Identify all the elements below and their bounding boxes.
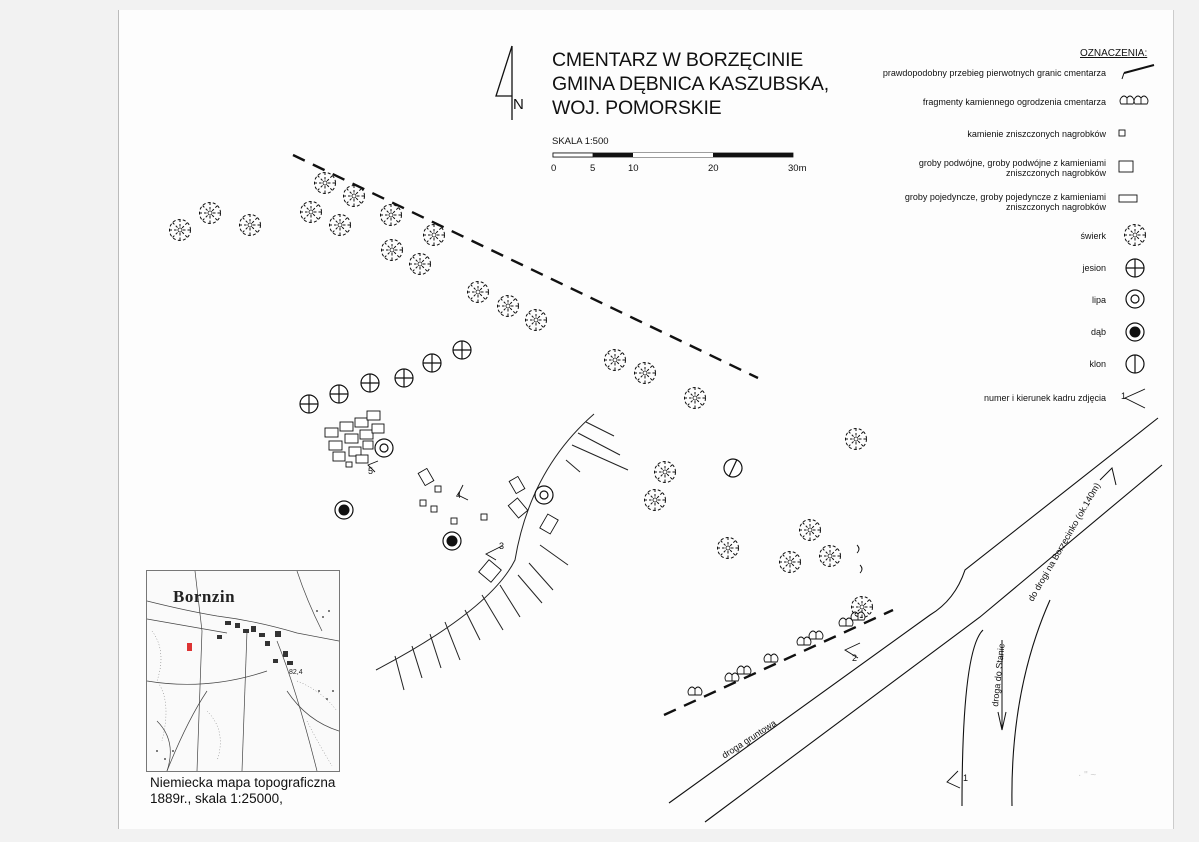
scale-tick-5: 5 — [590, 163, 596, 174]
photo-markers — [368, 461, 960, 788]
legend-item-oak: dąb — [1090, 327, 1106, 337]
title-line-3: WOJ. POMORSKIE — [552, 97, 722, 119]
legend-item-boundary: prawdopodobny przebieg pierwotnych granic cmentarza — [882, 68, 1106, 78]
inset-place-name: Bornzin — [173, 587, 236, 606]
historical-map-inset — [146, 570, 340, 772]
legend-item-photo: numer i kierunek kadru zdjęcia — [983, 393, 1106, 403]
legend-photo-number: 1 — [1121, 391, 1127, 401]
scan-mark: · " ~ — [1078, 770, 1097, 781]
scale-tick-0: 0 — [551, 163, 557, 174]
north-label: N — [513, 96, 524, 113]
scale-tick-30: 30m — [788, 163, 807, 174]
legend-item-double-graves-l2: zniszczonych nagrobków — [1005, 168, 1106, 178]
photo-label-5: 5 — [368, 466, 374, 476]
scale-bar — [553, 153, 793, 157]
other-trees — [335, 439, 745, 550]
scale-tick-10: 10 — [628, 163, 639, 174]
cemetery-boundary — [293, 155, 893, 715]
inset-height-label: 82,4 — [289, 669, 303, 676]
photo-label-4: 4 — [456, 490, 462, 500]
legend-item-single-graves — [905, 192, 1106, 212]
graves — [325, 411, 558, 582]
ash-trees — [300, 341, 471, 413]
inset-caption-line-2: 1889r., skala 1:25000, — [150, 791, 283, 806]
map-title — [552, 48, 829, 120]
roads — [669, 418, 1162, 822]
road-label-borzecinko: do drogi na Borzęcinko (ok.140m) — [1026, 481, 1103, 603]
road-arrows — [998, 468, 1116, 730]
legend-item-spruce: świerk — [1080, 231, 1106, 241]
legend-item-single-graves-l2: zniszczonych nagrobków — [1005, 202, 1106, 212]
inset-caption-line-1: Niemiecka mapa topograficzna — [150, 775, 336, 790]
legend-item-double-graves — [919, 158, 1106, 178]
stone-fence-fragments — [688, 545, 865, 695]
legend-item-double-graves-l1: groby podwójne, groby podwójne z kamieniami — [918, 158, 1106, 168]
legend-item-linden: lipa — [1091, 295, 1106, 305]
title-line-2: GMINA DĘBNICA KASZUBSKA, — [552, 73, 829, 95]
spruce-trees — [170, 173, 873, 618]
photo-label-2: 2 — [852, 653, 858, 663]
title-line-1: CMENTARZ W BORZĘCINIE — [552, 49, 804, 71]
road-label-dirt: droga gruntowa — [720, 717, 778, 761]
legend-symbols — [1119, 65, 1154, 408]
legend-item-maple: klon — [1089, 359, 1106, 369]
photo-label-1: 1 — [963, 773, 969, 783]
legend-heading: OZNACZENIA: — [1080, 48, 1148, 59]
scale-label: SKALA 1:500 — [552, 136, 609, 147]
legend-item-fence: fragmenty kamiennego ogrodzenia cmentarza — [922, 97, 1106, 107]
legend-item-ash: jesion — [1082, 263, 1106, 273]
arc-structure — [376, 414, 628, 690]
photo-label-3: 3 — [499, 541, 505, 551]
scale-tick-20: 20 — [708, 163, 719, 174]
legend-item-stones: kamienie zniszczonych nagrobków — [967, 129, 1106, 139]
north-arrow-icon — [496, 46, 512, 120]
legend-item-single-graves-l1: groby pojedyncze, groby pojedyncze z kamieniami — [904, 192, 1106, 202]
road-label-stanic: droga do Stanic — [990, 643, 1007, 708]
inset-caption — [150, 775, 335, 807]
